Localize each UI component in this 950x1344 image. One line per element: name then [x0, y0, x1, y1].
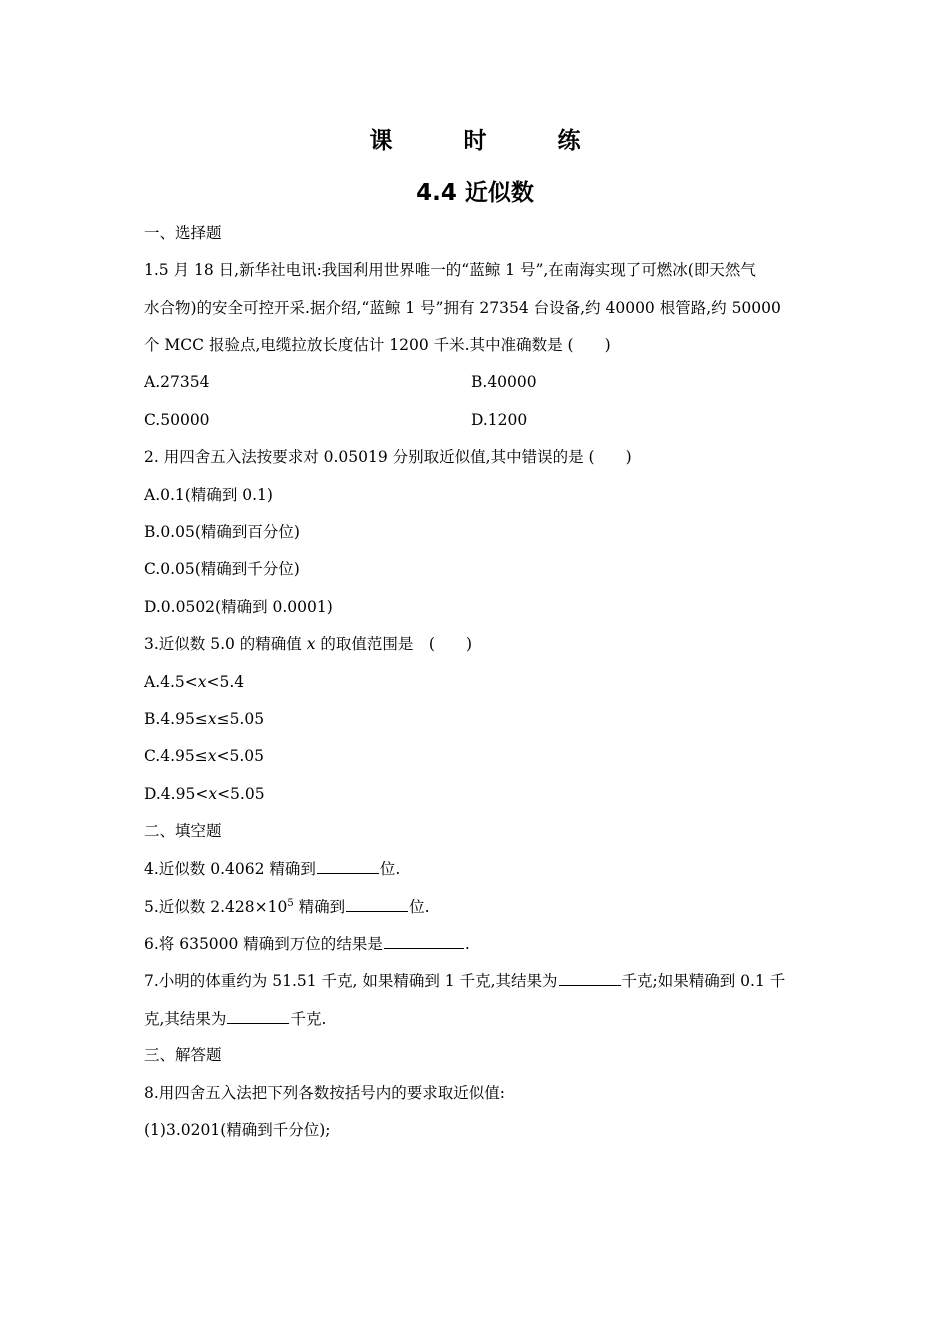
q3-option-a-pre: A.4.5< — [144, 673, 198, 691]
q1-line-3: 个 MCC 报验点,电缆拉放长度估计 1200 千米.其中准确数是 ( ) — [144, 336, 611, 354]
q3-variable: x — [306, 635, 316, 653]
q2-stem: 2. 用四舍五入法按要求对 0.05019 分别取近似值,其中错误的是 ( ) — [144, 448, 632, 466]
q1-option-c: C.50000 — [144, 411, 210, 429]
q3-option-d-var: x — [208, 785, 218, 803]
q3-stem-pre: 3.近似数 5.0 的精确值 — [144, 635, 307, 653]
q3-stem — [144, 633, 472, 655]
q2-option-c: C.0.05(精确到千分位) — [144, 560, 300, 578]
q7-answer-blank-1[interactable] — [559, 969, 621, 986]
q3-option-b-pre: B.4.95≤ — [144, 710, 208, 728]
q2-option-b: B.0.05(精确到百分位) — [144, 523, 300, 541]
q7-line-1 — [144, 969, 785, 992]
q4-answer-blank[interactable] — [317, 857, 379, 874]
q7-text: 7.小明的体重约为 51.51 千克, 如果精确到 1 千克,其结果为 — [144, 972, 558, 990]
q6 — [144, 932, 470, 955]
q2-option-d: D.0.0502(精确到 0.0001) — [144, 598, 333, 616]
q6-text-end: . — [464, 935, 470, 953]
q8-sub-1: (1)3.0201(精确到千分位); — [144, 1121, 331, 1139]
q3-option-c-post: <5.05 — [216, 747, 264, 765]
q7-line-2 — [144, 1007, 326, 1030]
q8-stem: 8.用四舍五入法把下列各数按括号内的要求取近似值: — [144, 1084, 506, 1102]
q7-text-mid: 千克;如果精确到 0.1 千 — [621, 972, 786, 990]
q3-option-b — [144, 708, 264, 730]
q3-option-a-post: <5.4 — [206, 673, 245, 691]
q3-option-d-post: <5.05 — [217, 785, 265, 803]
q7-text-line2: 克,其结果为 — [144, 1010, 227, 1028]
q3-option-c — [144, 745, 264, 767]
q1-option-d: D.1200 — [471, 411, 528, 429]
q3-option-b-var: x — [207, 710, 217, 728]
q6-text: 6.将 635000 精确到万位的结果是 — [144, 935, 383, 953]
q3-option-a — [144, 671, 244, 693]
q5-exponent: 5 — [287, 897, 294, 909]
q6-answer-blank[interactable] — [384, 932, 464, 949]
q5-text-end: 位. — [409, 898, 430, 916]
q7-text-end: 千克. — [290, 1010, 327, 1028]
section-heading-choice: 一、选择题 — [144, 224, 222, 242]
q3-stem-post: 的取值范围是 ( ) — [315, 635, 473, 653]
q2-option-a: A.0.1(精确到 0.1) — [144, 486, 273, 504]
q1-line-2: 水合物)的安全可控开采.据介绍,“蓝鲸 1 号”拥有 27354 台设备,约 40000 根管路,约 50000 — [144, 299, 781, 317]
q3-option-d — [144, 783, 265, 805]
q3-option-a-var: x — [197, 673, 207, 691]
q5 — [144, 895, 430, 918]
q4-text-end: 位. — [379, 860, 401, 878]
q3-option-b-post: ≤5.05 — [216, 710, 265, 728]
q5-text: 5.近似数 2.428×10 — [144, 898, 288, 916]
lesson-title: 4.4 近似数 — [416, 180, 534, 206]
q3-option-c-var: x — [207, 747, 217, 765]
q4-text: 4.近似数 0.4062 精确到 — [144, 860, 316, 878]
q1-option-a: A.27354 — [144, 373, 210, 391]
q5-text-mid: 精确到 — [293, 898, 346, 916]
page-title: 课 时 练 — [369, 128, 605, 154]
section-heading-solve: 三、解答题 — [144, 1046, 222, 1064]
q3-option-c-pre: C.4.95≤ — [144, 747, 208, 765]
q1-option-b: B.40000 — [471, 373, 537, 391]
q1-line-1: 1.5 月 18 日,新华社电讯:我国利用世界唯一的“蓝鲸 1 号”,在南海实现了可燃冰(即天然气 — [144, 261, 756, 279]
q5-answer-blank[interactable] — [346, 895, 408, 912]
q7-answer-blank-2[interactable] — [227, 1007, 289, 1024]
q3-option-d-pre: D.4.95< — [144, 785, 209, 803]
q4 — [144, 857, 400, 880]
section-heading-fill: 二、填空题 — [144, 822, 222, 840]
